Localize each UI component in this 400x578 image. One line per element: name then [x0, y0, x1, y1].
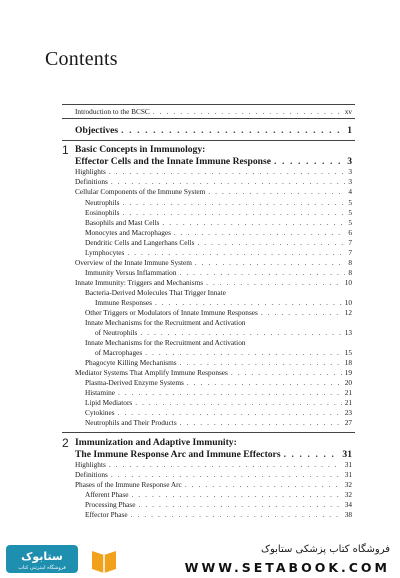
toc-entry[interactable]: Phases of the Immune Response Arc . . . 32 — [75, 481, 352, 489]
toc-entry[interactable]: Highlights . . . 31 — [75, 461, 352, 469]
toc-entry[interactable]: Objectives . . . 1 — [75, 125, 352, 136]
toc-entry[interactable]: Cytokines . . . 23 — [85, 409, 352, 417]
svg-text:فروشگاه اینترنتی کتاب: فروشگاه اینترنتی کتاب — [18, 565, 66, 571]
toc-entry[interactable]: Highlights . . . 3 — [75, 168, 352, 176]
toc-entry[interactable]: The Immune Response Arc and Immune Effectors . . . 31 — [75, 449, 352, 460]
toc-entry[interactable]: Phagocyte Killing Mechanisms . . . 18 — [85, 359, 352, 367]
toc-entry[interactable]: Immune Responses . . . 10 — [95, 299, 352, 307]
toc-entry[interactable]: Definitions . . . 31 — [75, 471, 352, 479]
toc-entry[interactable]: Other Triggers or Modulators of Innate Immune Responses . . . 12 — [85, 309, 352, 317]
toc-entry: Bacteria-Derived Molecules That Trigger Innate — [85, 288, 226, 297]
chapter-title: Immunization and Adaptive Immunity: — [75, 437, 237, 448]
toc-entry[interactable]: Neutrophils . . . 5 — [85, 199, 352, 207]
divider — [62, 118, 355, 119]
toc-entry[interactable]: Lymphocytes . . . 7 — [85, 249, 352, 257]
toc-entry[interactable]: Dendritic Cells and Langerhans Cells . . . 7 — [85, 239, 352, 247]
toc-entry[interactable]: Lipid Mediators . . . 21 — [85, 399, 352, 407]
watermark-footer — [0, 540, 400, 578]
toc-entry[interactable]: Processing Phase . . . 34 — [85, 501, 352, 509]
toc-entry[interactable]: Introduction to the BCSC . . . xv — [75, 108, 352, 116]
svg-text:ستابوک: ستابوک — [21, 550, 63, 563]
divider — [62, 140, 355, 141]
divider — [62, 432, 355, 433]
toc-entry[interactable]: Definitions . . . 3 — [75, 178, 352, 186]
toc-entry[interactable]: Immunity Versus Inflammation . . . 8 — [85, 269, 352, 277]
setabook-logo — [6, 543, 80, 575]
toc-entry[interactable]: Innate Immunity: Triggers and Mechanisms . . . 10 — [75, 279, 352, 287]
toc-entry[interactable]: Monocytes and Macrophages . . . 6 — [85, 229, 352, 237]
store-url[interactable]: WWW.SETABOOK.COM — [184, 560, 390, 575]
toc-entry[interactable]: Neutrophils and Their Products . . . 27 — [85, 419, 352, 427]
toc-entry[interactable]: Basophils and Mast Cells . . . 5 — [85, 219, 352, 227]
toc-entry[interactable]: Afferent Phase . . . 32 — [85, 491, 352, 499]
toc-entry[interactable]: Eosinophils . . . 5 — [85, 209, 352, 217]
toc-entry: Innate Mechanisms for the Recruitment and Activation — [85, 338, 246, 347]
toc-entry[interactable]: Effector Cells and the Innate Immune Response . . . 3 — [75, 156, 352, 167]
chapter-number: 1 — [62, 143, 69, 157]
page-title: Contents — [45, 48, 118, 70]
toc-entry[interactable]: of Macrophages . . . 15 — [95, 349, 352, 357]
chapter-number: 2 — [62, 436, 69, 450]
book-icon — [90, 545, 118, 573]
toc-entry[interactable]: Mediator Systems That Amplify Immune Responses . . . 19 — [75, 369, 352, 377]
toc-entry[interactable]: Effector Phase . . . 38 — [85, 511, 352, 519]
toc-entry[interactable]: Overview of the Innate Immune System . . . 8 — [75, 259, 352, 267]
chapter-title: Basic Concepts in Immunology: — [75, 144, 206, 155]
toc-entry[interactable]: of Neutrophils . . . 13 — [95, 329, 352, 337]
toc-entry: Innate Mechanisms for the Recruitment and Activation — [85, 318, 246, 327]
toc-entry[interactable]: Histamine . . . 21 — [85, 389, 352, 397]
toc-entry[interactable]: Cellular Components of the Immune System . . . 4 — [75, 188, 352, 196]
divider — [62, 104, 355, 105]
toc-entry[interactable]: Plasma-Derived Enzyme Systems . . . 20 — [85, 379, 352, 387]
store-name: فروشگاه کتاب پزشکی ستابوک — [261, 544, 390, 555]
